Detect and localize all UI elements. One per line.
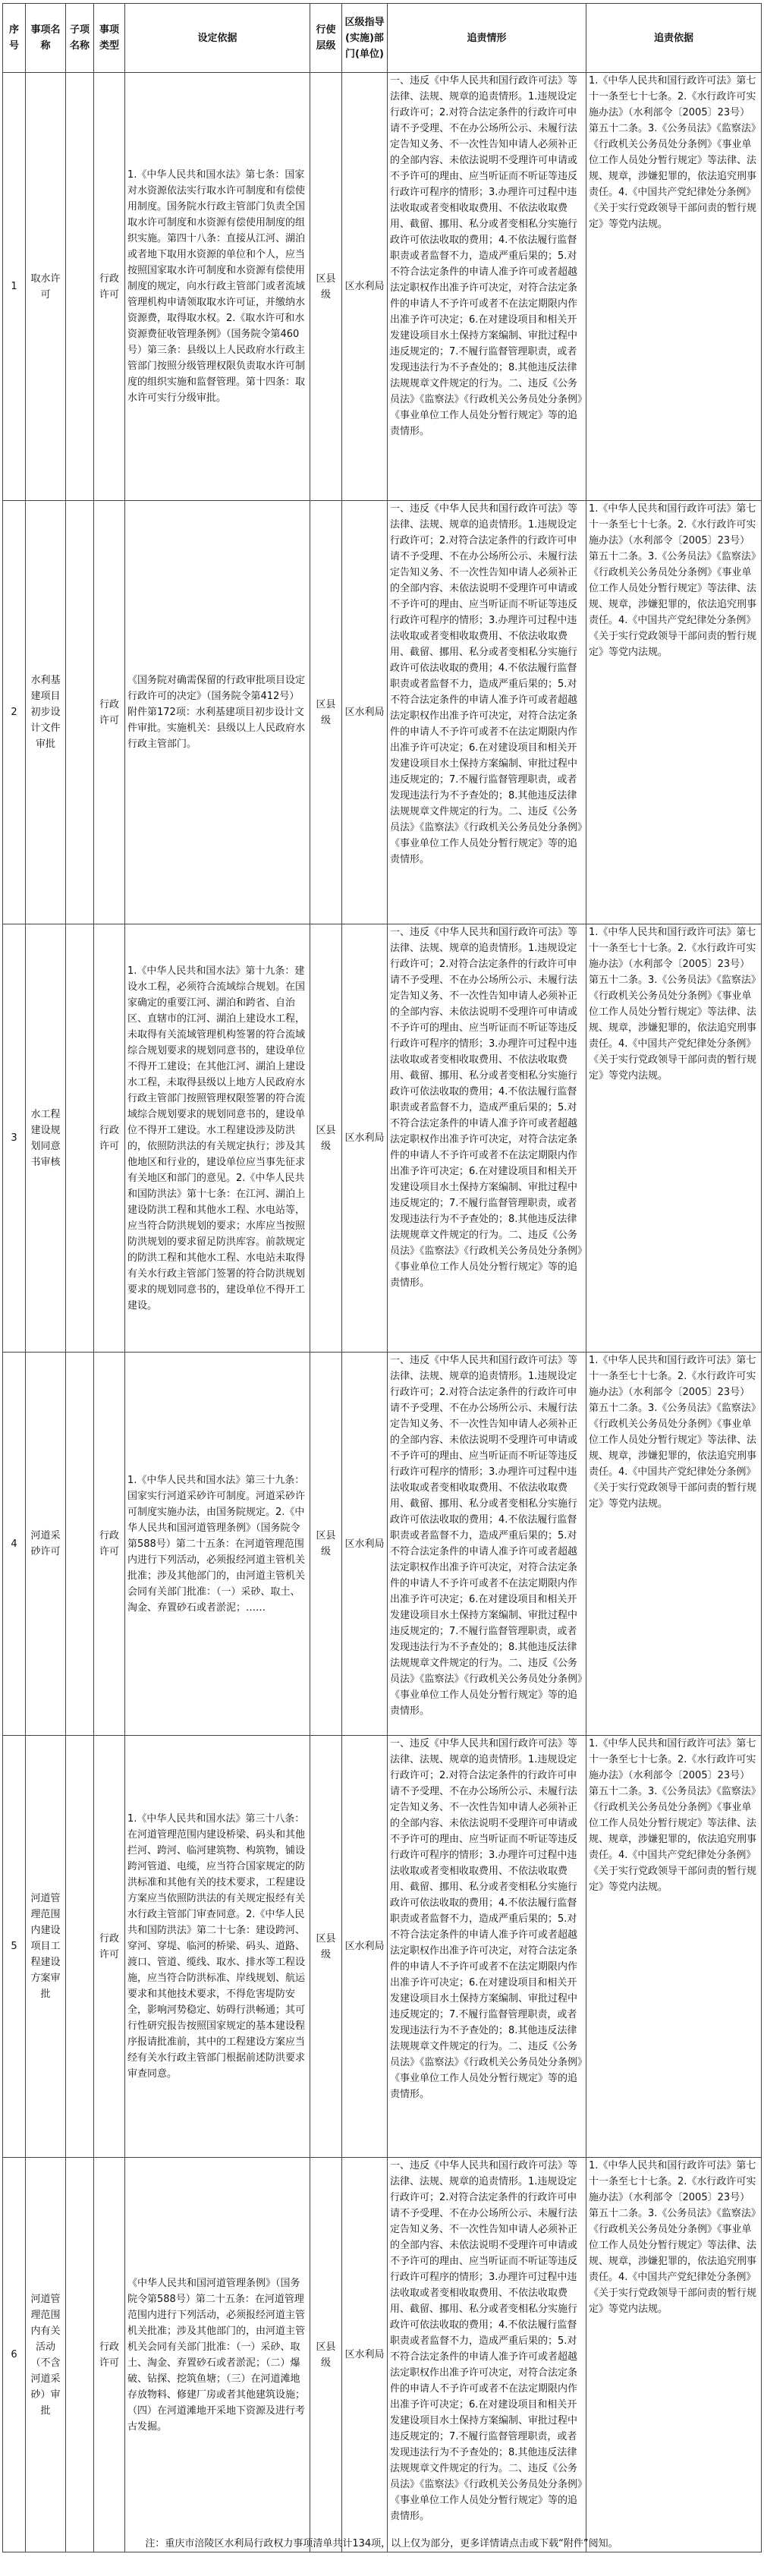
row-dept: 区水利局 xyxy=(342,2158,388,2552)
row-level: 区县级 xyxy=(310,501,342,924)
row-duty: 一、违反《中华人民共和国行政许可法》等法律、法规、规章的追责情形。1.违规设定行政许可；2.对符合法定条件的行政许可申请不予受理、不在办公场所公示、未履行法定告知义务、不一次性告知申请人必须补正的全部内容、未依法说明不受理许可申请或不予许可的理由、应当听证而不听证等违反行政许可程序的情形；3.办理许可过程中违法收取或者变相收取费用、不依法收取费用、截留、挪用、私分或者变相私分实施行政许可依法收取的费用；4.不依法履行监督职责或者监督不力，造成严重后果的；5.对不符合法定条件的申请人准予许可或者超越法定职权作出准予许可决定，对符合法定条件的申请人不予许可或者不在法定期限内作出准予许可决定；6.在对建设项目和相关开发建设项目水土保持方案编制、审批过程中违反规定的；7.不履行监督管理职责，或者发现违法行为不予查处的；8.其他违反法律法规规章文件规定的行为。二、违反《公务员法》《监察法》《行政机关公务员处分条例》《事业单位工作人员处分暂行规定》等的追责情形。 xyxy=(388,2158,586,2552)
row-level: 区县级 xyxy=(310,1736,342,2158)
header-name: 事项名称 xyxy=(26,4,66,73)
table-header-row xyxy=(3,4,762,73)
row-type: 行政许可 xyxy=(94,2158,125,2552)
row-name: 河道采砂许可 xyxy=(26,1353,66,1736)
row-sub xyxy=(66,1736,94,2158)
row-name: 河道管理范围内建设项目工程建设方案审批 xyxy=(26,1736,66,2158)
row-duty-basis: 1.《中华人民共和国行政许可法》第七十一条至七十七条。2.《水行政许可实施办法》（水利部令〔2005〕23号）第五十二条。3.《公务员法》《监察法》《行政机关公务员处分条例》《事业单位工作人员处分暂行规定》等法律、法规、规章，涉嫌犯罪的，依法追究刑事责任。4.《中国共产党纪律处分条例》《关于实行党政领导干部问责的暂行规定》等党内法规。 xyxy=(586,924,762,1353)
row-sub xyxy=(66,501,94,924)
row-duty-basis: 1.《中华人民共和国行政许可法》第七十一条至七十七条。2.《水行政许可实施办法》（水利部令〔2005〕23号）第五十二条。3.《公务员法》《监察法》《行政机关公务员处分条例》《事业单位工作人员处分暂行规定》等法律、法规、规章，涉嫌犯罪的，依法追究刑事责任。4.《中国共产党纪律处分条例》《关于实行党政领导干部问责的暂行规定》等党内法规。 xyxy=(586,73,762,501)
row-dept: 区水利局 xyxy=(342,1353,388,1736)
row-duty-basis: 1.《中华人民共和国行政许可法》第七十一条至七十七条。2.《水行政许可实施办法》（水利部令〔2005〕23号）第五十二条。3.《公务员法》《监察法》《行政机关公务员处分条例》《事业单位工作人员处分暂行规定》等法律、法规、规章，涉嫌犯罪的，依法追究刑事责任。4.《中国共产党纪律处分条例》《关于实行党政领导干部问责的暂行规定》等党内法规。 xyxy=(586,2158,762,2552)
row-dept: 区水利局 xyxy=(342,1736,388,2158)
row-name: 水利基建项目初步设计文件审批 xyxy=(26,501,66,924)
power-list-table xyxy=(2,3,762,2552)
row-name: 取水许可 xyxy=(26,73,66,501)
row-type: 行政许可 xyxy=(94,501,125,924)
row-duty: 一、违反《中华人民共和国行政许可法》等法律、法规、规章的追责情形。1.违规设定行政许可；2.对符合法定条件的行政许可申请不予受理、不在办公场所公示、未履行法定告知义务、不一次性告知申请人必须补正的全部内容、未依法说明不受理许可申请或不予许可的理由、应当听证而不听证等违反行政许可程序的情形；3.办理许可过程中违法收取或者变相收取费用、不依法收取费用、截留、挪用、私分或者变相私分实施行政许可依法收取的费用；4.不依法履行监督职责或者监督不力，造成严重后果的；5.对不符合法定条件的申请人准予许可或者超越法定职权作出准予许可决定，对符合法定条件的申请人不予许可或者不在法定期限内作出准予许可决定；6.在对建设项目和相关开发建设项目水土保持方案编制、审批过程中违反规定的；7.不履行监督管理职责，或者发现违法行为不予查处的；8.其他违反法律法规规章文件规定的行为。二、违反《公务员法》《监察法》《行政机关公务员处分条例》《事业单位工作人员处分暂行规定》等的追责情形。 xyxy=(388,501,586,924)
row-type: 行政许可 xyxy=(94,924,125,1353)
header-duty: 追责情形 xyxy=(388,4,586,73)
row-duty: 一、违反《中华人民共和国行政许可法》等法律、法规、规章的追责情形。1.违规设定行政许可；2.对符合法定条件的行政许可申请不予受理、不在办公场所公示、未履行法定告知义务、不一次性告知申请人必须补正的全部内容、未依法说明不受理许可申请或不予许可的理由、应当听证而不听证等违反行政许可程序的情形；3.办理许可过程中违法收取或者变相收取费用、不依法收取费用、截留、挪用、私分或者变相私分实施行政许可依法收取的费用；4.不依法履行监督职责或者监督不力，造成严重后果的；5.对不符合法定条件的申请人准予许可或者超越法定职权作出准予许可决定，对符合法定条件的申请人不予许可或者不在法定期限内作出准予许可决定；6.在对建设项目和相关开发建设项目水土保持方案编制、审批过程中违反规定的；7.不履行监督管理职责，或者发现违法行为不予查处的；8.其他违反法律法规规章文件规定的行为。二、违反《公务员法》《监察法》《行政机关公务员处分条例》《事业单位工作人员处分暂行规定》等的追责情形。 xyxy=(388,73,586,501)
footnote: 注：重庆市涪陵区水利局行政权力事项清单共计134项，以上仅为部分，更多详情请点击或下载“附件”阅知。 xyxy=(145,2538,618,2549)
row-type: 行政许可 xyxy=(94,73,125,501)
row-duty-basis: 1.《中华人民共和国行政许可法》第七十一条至七十七条。2.《水行政许可实施办法》（水利部令〔2005〕23号）第五十二条。3.《公务员法》《监察法》《行政机关公务员处分条例》《事业单位工作人员处分暂行规定》等法律、法规、规章，涉嫌犯罪的，依法追究刑事责任。4.《中国共产党纪律处分条例》《关于实行党政领导干部问责的暂行规定》等党内法规。 xyxy=(586,1736,762,2158)
row-level: 区县级 xyxy=(310,2158,342,2552)
row-basis: 1.《中华人民共和国水法》第三十八条：在河道管理范围内建设桥梁、码头和其他拦河、跨河、临河建筑物、构筑物，铺设跨河管道、电缆，应当符合国家规定的防洪标准和其他有关的技术要求，工程建设方案应当依照防洪法的有关规定报经有关水行政主管部门审查同意。2.《中华人民共和国防洪法》第二十七条：建设跨河、穿河、穿堤、临河的桥梁、码头、道路、渡口、管道、缆线、取水、排水等工程设施，应当符合防洪标准、岸线规划、航运要求和其他技术要求，不得危害堤防安全，影响河势稳定、妨碍行洪畅通；其可行性研究报告按照国家规定的基本建设程序报请批准前，其中的工程建设方案应当经有关水行政主管部门根据前述防洪要求审查同意。 xyxy=(125,1736,310,2158)
header-type: 事项类型 xyxy=(94,4,125,73)
row-duty-basis: 1.《中华人民共和国行政许可法》第七十一条至七十七条。2.《水行政许可实施办法》（水利部令〔2005〕23号）第五十二条。3.《公务员法》《监察法》《行政机关公务员处分条例》《事业单位工作人员处分暂行规定》等法律、法规、规章，涉嫌犯罪的，依法追究刑事责任。4.《中国共产党纪律处分条例》《关于实行党政领导干部问责的暂行规定》等党内法规。 xyxy=(586,1353,762,1736)
header-dept: 区级指导(实施)部门(单位) xyxy=(342,4,388,73)
table-row xyxy=(3,73,762,501)
row-sub xyxy=(66,73,94,501)
header-no: 序号 xyxy=(3,4,26,73)
row-duty: 一、违反《中华人民共和国行政许可法》等法律、法规、规章的追责情形。1.违规设定行政许可；2.对符合法定条件的行政许可申请不予受理、不在办公场所公示、未履行法定告知义务、不一次性告知申请人必须补正的全部内容、未依法说明不受理许可申请或不予许可的理由、应当听证而不听证等违反行政许可程序的情形；3.办理许可过程中违法收取或者变相收取费用、不依法收取费用、截留、挪用、私分或者变相私分实施行政许可依法收取的费用；4.不依法履行监督职责或者监督不力，造成严重后果的；5.对不符合法定条件的申请人准予许可或者超越法定职权作出准予许可决定，对符合法定条件的申请人不予许可或者不在法定期限内作出准予许可决定；6.在对建设项目和相关开发建设项目水土保持方案编制、审批过程中违反规定的；7.不履行监督管理职责，或者发现违法行为不予查处的；8.其他违反法律法规规章文件规定的行为。二、违反《公务员法》《监察法》《行政机关公务员处分条例》《事业单位工作人员处分暂行规定》等的追责情形。 xyxy=(388,1736,586,2158)
row-no: 3 xyxy=(3,924,26,1353)
table-row xyxy=(3,1736,762,2158)
row-no: 5 xyxy=(3,1736,26,2158)
header-duty-basis: 追责依据 xyxy=(586,4,762,73)
table-row xyxy=(3,501,762,924)
header-sub: 子项名称 xyxy=(66,4,94,73)
row-no: 4 xyxy=(3,1353,26,1736)
row-level: 区县级 xyxy=(310,73,342,501)
table-row xyxy=(3,1353,762,1736)
row-name: 水工程建设规划同意书审核 xyxy=(26,924,66,1353)
row-dept: 区水利局 xyxy=(342,73,388,501)
row-duty: 一、违反《中华人民共和国行政许可法》等法律、法规、规章的追责情形。1.违规设定行政许可；2.对符合法定条件的行政许可申请不予受理、不在办公场所公示、未履行法定告知义务、不一次性告知申请人必须补正的全部内容、未依法说明不受理许可申请或不予许可的理由、应当听证而不听证等违反行政许可程序的情形；3.办理许可过程中违法收取或者变相收取费用、不依法收取费用、截留、挪用、私分或者变相私分实施行政许可依法收取的费用；4.不依法履行监督职责或者监督不力，造成严重后果的；5.对不符合法定条件的申请人准予许可或者超越法定职权作出准予许可决定，对符合法定条件的申请人不予许可或者不在法定期限内作出准予许可决定；6.在对建设项目和相关开发建设项目水土保持方案编制、审批过程中违反规定的；7.不履行监督管理职责，或者发现违法行为不予查处的；8.其他违反法律法规规章文件规定的行为。二、违反《公务员法》《监察法》《行政机关公务员处分条例》《事业单位工作人员处分暂行规定》等的追责情形。 xyxy=(388,924,586,1353)
row-dept: 区水利局 xyxy=(342,924,388,1353)
row-sub xyxy=(66,1353,94,1736)
row-basis: 1.《中华人民共和国水法》第七条：国家对水资源依法实行取水许可制度和有偿使用制度。国务院水行政主管部门负责全国取水许可制度和水资源有偿使用制度的组织实施。第四十八条：直接从江河、湖泊或者地下取用水资源的单位和个人，应当按照国家取水许可制度和水资源有偿使用制度的规定，向水行政主管部门或者流域管理机构申请领取取水许可证，并缴纳水资源费，取得取水权。2.《取水许可和水资源费征收管理条例》（国务院令第460号）第三条：县级以上人民政府水行政主管部门按照分级管理权限负责取水许可制度的组织实施和监督管理。第十四条：取水许可实行分级审批。 xyxy=(125,73,310,501)
row-no: 1 xyxy=(3,73,26,501)
row-duty: 一、违反《中华人民共和国行政许可法》等法律、法规、规章的追责情形。1.违规设定行政许可；2.对符合法定条件的行政许可申请不予受理、不在办公场所公示、未履行法定告知义务、不一次性告知申请人必须补正的全部内容、未依法说明不受理许可申请或不予许可的理由、应当听证而不听证等违反行政许可程序的情形；3.办理许可过程中违法收取或者变相收取费用、不依法收取费用、截留、挪用、私分或者变相私分实施行政许可依法收取的费用；4.不依法履行监督职责或者监督不力，造成严重后果的；5.对不符合法定条件的申请人准予许可或者超越法定职权作出准予许可决定，对符合法定条件的申请人不予许可或者不在法定期限内作出准予许可决定；6.在对建设项目和相关开发建设项目水土保持方案编制、审批过程中违反规定的；7.不履行监督管理职责，或者发现违法行为不予查处的；8.其他违反法律法规规章文件规定的行为。二、违反《公务员法》《监察法》《行政机关公务员处分条例》《事业单位工作人员处分暂行规定》等的追责情形。 xyxy=(388,1353,586,1736)
table-row xyxy=(3,924,762,1353)
row-duty-basis: 1.《中华人民共和国行政许可法》第七十一条至七十七条。2.《水行政许可实施办法》（水利部令〔2005〕23号）第五十二条。3.《公务员法》《监察法》《行政机关公务员处分条例》《事业单位工作人员处分暂行规定》等法律、法规、规章，涉嫌犯罪的，依法追究刑事责任。4.《中国共产党纪律处分条例》《关于实行党政领导干部问责的暂行规定》等党内法规。 xyxy=(586,501,762,924)
row-name: 河道管理范围内有关活动（不含河道采砂）审批 xyxy=(26,2158,66,2552)
row-no: 6 xyxy=(3,2158,26,2552)
row-basis: 《国务院对确需保留的行政审批项目设定行政许可的决定》（国务院令第412号）附件第172项：水利基建项目初步设计文件审批。实施机关：县级以上人民政府水行政主管部门。 xyxy=(125,501,310,924)
row-basis: 1.《中华人民共和国水法》第十九条：建设水工程，必须符合流域综合规划。在国家确定的重要江河、湖泊和跨省、自治区、直辖市的江河、湖泊上建设水工程，未取得有关流域管理机构签署的符合流域综合规划要求的规划同意书的，建设单位不得开工建设；在其他江河、湖泊上建设水工程，未取得县级以上地方人民政府水行政主管部门按照管理权限签署的符合流域综合规划要求的规划同意书的，建设单位不得开工建设。水工程建设涉及防洪的，依照防洪法的有关规定执行；涉及其他地区和行业的，建设单位应当事先征求有关地区和部门的意见。2.《中华人民共和国防洪法》第十七条：在江河、湖泊上建设防洪工程和其他水工程、水电站等，应当符合防洪规划的要求；水库应当按照防洪规划的要求留足防洪库容。前款规定的防洪工程和其他水工程、水电站未取得有关水行政主管部门签署的符合防洪规划要求的规划同意书的，建设单位不得开工建设。 xyxy=(125,924,310,1353)
row-basis: 1.《中华人民共和国水法》第三十九条：国家实行河道采砂许可制度。河道采砂许可制度实施办法，由国务院规定。2.《中华人民共和国河道管理条例》（国务院令第588号）第二十五条：在河道管理范围内进行下列活动，必须报经河道主管机关批准；涉及其他部门的，由河道主管机关会同有关部门批准：（一）采砂、取土、淘金、弃置砂石或者淤泥；…… xyxy=(125,1353,310,1736)
table-row xyxy=(3,2158,762,2552)
row-level: 区县级 xyxy=(310,1353,342,1736)
row-basis: 《中华人民共和国河道管理条例》（国务院令第588号）第二十五条：在河道管理范围内进行下列活动，必须报经河道主管机关批准；涉及其他部门的，由河道主管机关会同有关部门批准：（一）采砂、取土、淘金、弃置砂石或者淤泥；（二）爆破、钻探、挖筑鱼塘；（三）在河道滩地存放物料、修建厂房或者其他建筑设施；（四）在河道滩地开采地下资源及进行考古发掘。 xyxy=(125,2158,310,2552)
header-basis: 设定依据 xyxy=(125,4,310,73)
row-sub xyxy=(66,924,94,1353)
row-sub xyxy=(66,2158,94,2552)
row-type: 行政许可 xyxy=(94,1353,125,1736)
row-level: 区县级 xyxy=(310,924,342,1353)
row-dept: 区水利局 xyxy=(342,501,388,924)
header-level: 行使层级 xyxy=(310,4,342,73)
row-type: 行政许可 xyxy=(94,1736,125,2158)
row-no: 2 xyxy=(3,501,26,924)
